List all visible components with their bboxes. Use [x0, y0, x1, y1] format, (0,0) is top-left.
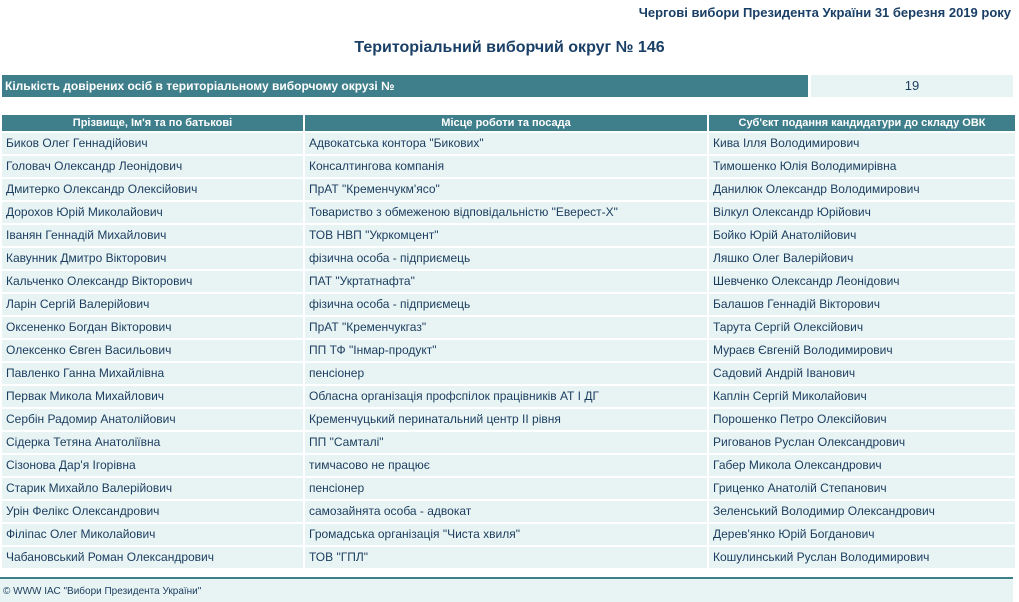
cell-name: Оксененко Богдан Вікторович [2, 317, 303, 338]
cell-subject: Ляшко Олег Валерійович [709, 248, 1015, 269]
summary-value: 19 [811, 75, 1013, 97]
table-row [2, 501, 1015, 522]
table-row [2, 294, 1015, 315]
cell-subject: Кошулинський Руслан Володимирович [709, 547, 1015, 568]
cell-name: Сізонова Дар'я Ігорівна [2, 455, 303, 476]
cell-subject: Ригованов Руслан Олександрович [709, 432, 1015, 453]
cell-workplace: ПП "Самталі" [305, 432, 707, 453]
cell-name: Іванян Геннадій Михайлович [2, 225, 303, 246]
cell-name: Старик Михайло Валерійович [2, 478, 303, 499]
table-row [2, 478, 1015, 499]
cell-name: Дмитерко Олександр Олексійович [2, 179, 303, 200]
table-row [2, 317, 1015, 338]
cell-workplace: фізична особа - підприємець [305, 294, 707, 315]
cell-workplace: ПрАТ "Кременчукм'ясо" [305, 179, 707, 200]
cell-name: Кавунник Дмитро Вікторович [2, 248, 303, 269]
cell-name: Биков Олег Геннадійович [2, 133, 303, 154]
election-title: Чергові вибори Президента України 31 березня 2019 року [638, 5, 1011, 20]
cell-workplace: Обласна організація профспілок працівників АТ І ДГ [305, 386, 707, 407]
cell-workplace: пенсіонер [305, 363, 707, 384]
cell-workplace: пенсіонер [305, 478, 707, 499]
cell-name: Сербін Радомир Анатолійович [2, 409, 303, 430]
cell-name: Первак Микола Михайлович [2, 386, 303, 407]
cell-name: Ларін Сергій Валерійович [2, 294, 303, 315]
cell-name: Філіпас Олег Миколайович [2, 524, 303, 545]
table-row [2, 179, 1015, 200]
table-body [2, 133, 1015, 568]
cell-subject: Гриценко Анатолій Степанович [709, 478, 1015, 499]
table-row [2, 156, 1015, 177]
cell-subject: Шевченко Олександр Леонідович [709, 271, 1015, 292]
table-row [2, 202, 1015, 223]
cell-subject: Садовий Андрій Іванович [709, 363, 1015, 384]
cell-name: Головач Олександр Леонідович [2, 156, 303, 177]
cell-workplace: Консалтингова компанія [305, 156, 707, 177]
cell-subject: Кива Ілля Володимирович [709, 133, 1015, 154]
cell-workplace: ПАТ "Укртатнафта" [305, 271, 707, 292]
table-row [2, 386, 1015, 407]
column-header-workplace: Місце роботи та посада [305, 115, 707, 131]
cell-workplace: Громадська організація "Чиста хвиля" [305, 524, 707, 545]
cell-workplace: ТОВ НВП "Укркомцент" [305, 225, 707, 246]
table-row [2, 432, 1015, 453]
cell-workplace: фізична особа - підприємець [305, 248, 707, 269]
table-row [2, 363, 1015, 384]
cell-subject: Каплін Сергій Миколайович [709, 386, 1015, 407]
cell-subject: Балашов Геннадій Вікторович [709, 294, 1015, 315]
table-row [2, 409, 1015, 430]
summary-label: Кількість довірених осіб в територіальному виборчому окрузі № [2, 75, 808, 97]
cell-workplace: Адвокатська контора "Бикових" [305, 133, 707, 154]
cell-workplace: самозайнята особа - адвокат [305, 501, 707, 522]
table-row [2, 455, 1015, 476]
table-header-row [2, 115, 1015, 131]
column-header-subject: Суб'єкт подання кандидатури до складу ОВК [709, 115, 1015, 131]
cell-workplace: ПП ТФ "Інмар-продукт" [305, 340, 707, 361]
summary-row [2, 75, 1013, 97]
cell-subject: Дерев'янко Юрій Богданович [709, 524, 1015, 545]
cell-name: Олексенко Євген Васильович [2, 340, 303, 361]
cell-subject: Вілкул Олександр Юрійович [709, 202, 1015, 223]
table-row [2, 225, 1015, 246]
cell-workplace: ТОВ "ГПЛ" [305, 547, 707, 568]
cell-subject: Габер Микола Олександрович [709, 455, 1015, 476]
cell-workplace: ПрАТ "Кременчукгаз" [305, 317, 707, 338]
table-row [2, 271, 1015, 292]
cell-subject: Порошенко Петро Олексійович [709, 409, 1015, 430]
cell-name: Чабановський Роман Олександрович [2, 547, 303, 568]
footer: © WWW ІАС "Вибори Президента України" [0, 579, 1013, 602]
cell-name: Кальченко Олександр Вікторович [2, 271, 303, 292]
cell-subject: Тимошенко Юлія Володимирівна [709, 156, 1015, 177]
cell-subject: Зеленський Володимир Олександрович [709, 501, 1015, 522]
cell-subject: Бойко Юрій Анатолійович [709, 225, 1015, 246]
cell-name: Сідерка Тетяна Анатоліївна [2, 432, 303, 453]
table-row [2, 133, 1015, 154]
cell-workplace: тимчасово не працює [305, 455, 707, 476]
column-header-name: Прізвище, Ім'я та по батькові [2, 115, 303, 131]
cell-subject: Мураєв Євгеній Володимирович [709, 340, 1015, 361]
cell-name: Дорохов Юрій Миколайович [2, 202, 303, 223]
table-row [2, 248, 1015, 269]
table-row [2, 547, 1015, 568]
cell-subject: Тарута Сергій Олексійович [709, 317, 1015, 338]
cell-name: Павленко Ганна Михайлівна [2, 363, 303, 384]
table-row [2, 524, 1015, 545]
cell-workplace: Товариство з обмеженою відповідальністю "Еверест-Х" [305, 202, 707, 223]
cell-workplace: Кременчуцький перинатальний центр ІІ рівня [305, 409, 707, 430]
district-title: Територіальний виборчий округ № 146 [354, 39, 665, 56]
cell-name: Урін Фелікс Олександрович [2, 501, 303, 522]
cell-subject: Данилюк Олександр Володимирович [709, 179, 1015, 200]
table-row [2, 340, 1015, 361]
trustees-table [0, 113, 1017, 570]
